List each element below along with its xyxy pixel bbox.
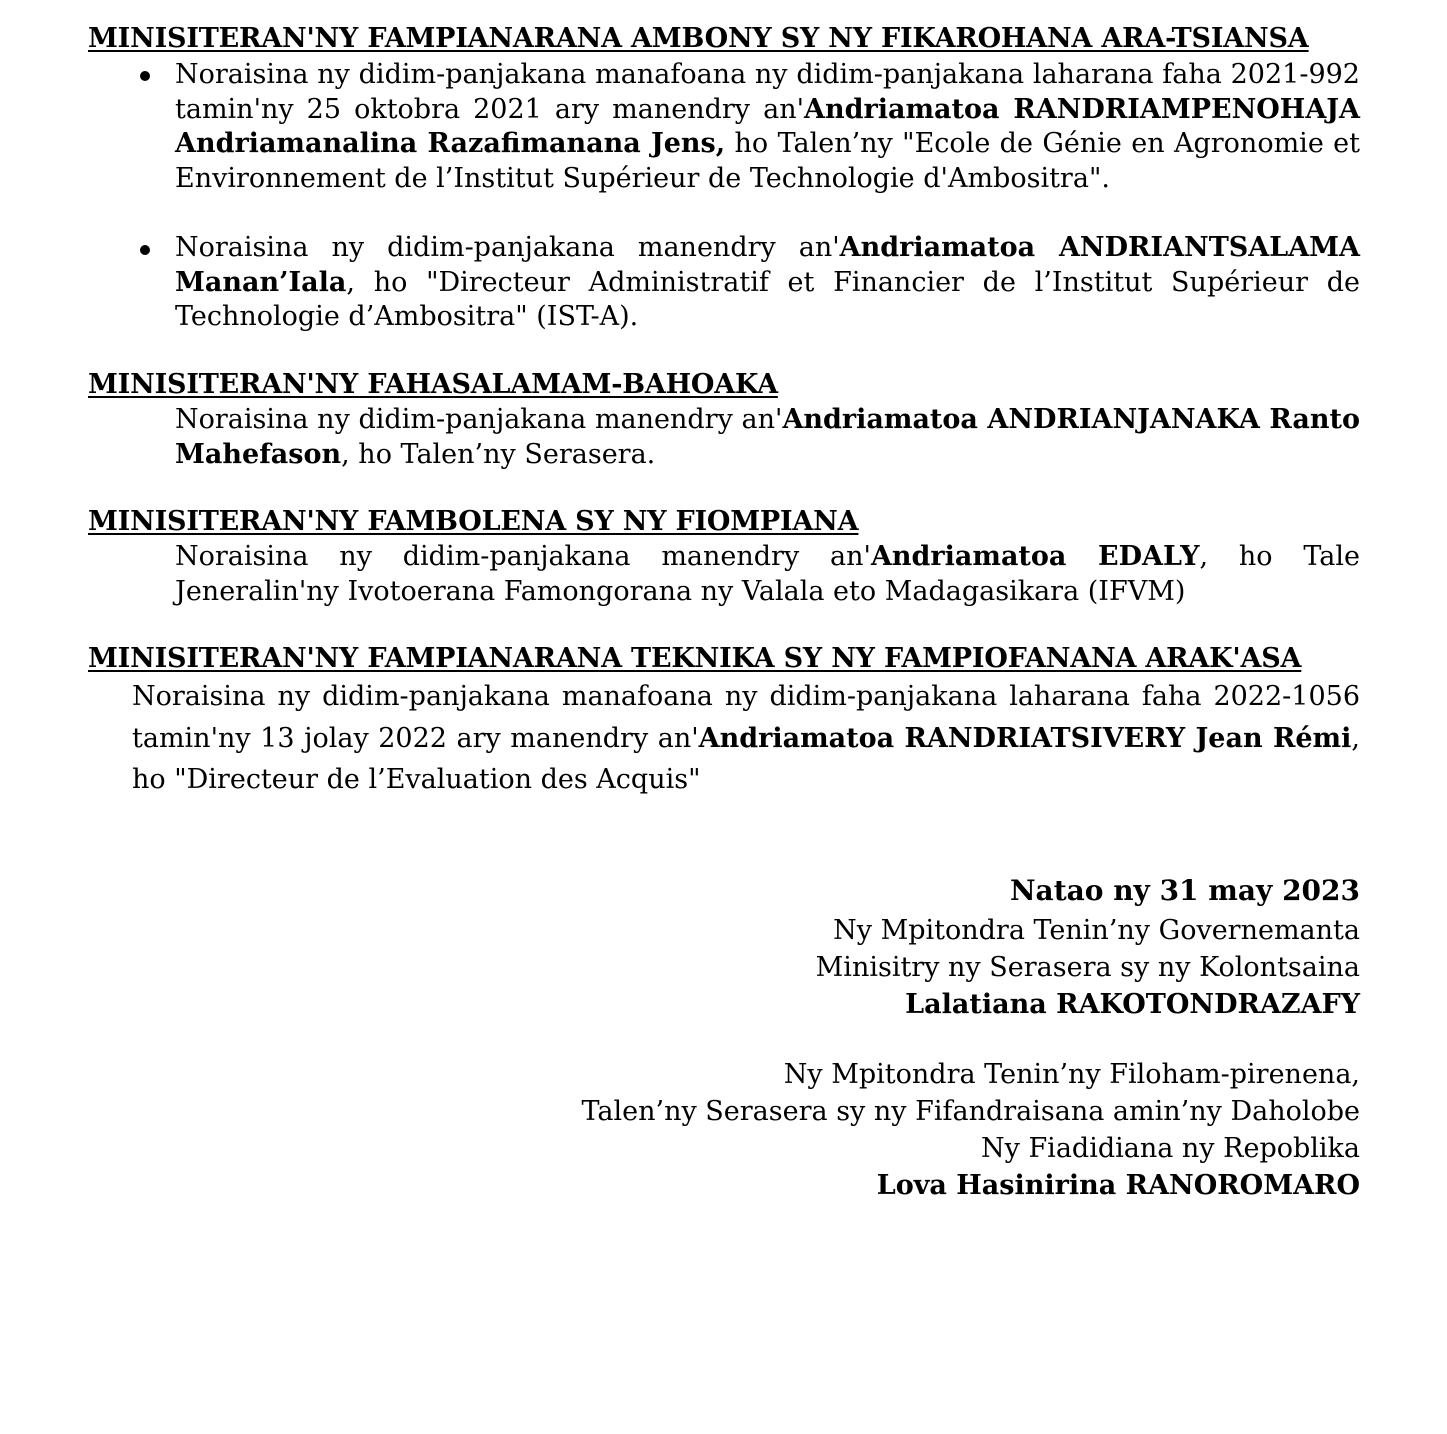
signature-block-government — [816, 870, 1360, 1023]
decree-text: ho Talen’ny "Ecole de Génie en Agronomie et Environnement de l’Institut Supérieur de Technologie d'Ambositra". — [175, 128, 1360, 194]
section-heading-higher-education: MINISITERAN'NY FAMPIANARANA AMBONY SY NY FIKAROHANA ARA-TSIANSA — [88, 23, 1309, 54]
appointee-name: Andriamatoa EDALY — [870, 541, 1200, 572]
signatory-title: Ny Fiadidiana ny Repoblika — [980, 1133, 1360, 1164]
decree-text: , ho "Directeur Administratif et Financier de l’Institut Supérieur de Technologie d’Ambositra" (IST-A). — [175, 266, 1360, 332]
section-heading-agriculture: MINISITERAN'NY FAMBOLENA SY NY FIOMPIANA — [88, 506, 859, 537]
decree-text: Noraisina ny didim-panjakana manendry an' — [175, 404, 783, 435]
decree-paragraph — [175, 58, 1360, 196]
signature-block-presidency — [581, 1056, 1360, 1204]
decree-text: , ho Talen’ny Serasera. — [341, 438, 656, 470]
section-heading-public-health: MINISITERAN'NY FAHASALAMAM-BAHOAKA — [88, 369, 778, 400]
signatory-title: Talen’ny Serasera sy ny Fifandraisana amin’ny Daholobe — [581, 1096, 1360, 1127]
signatory-title: Ny Mpitondra Tenin’ny Filoham-pirenena, — [783, 1059, 1360, 1090]
bullet-icon — [140, 245, 150, 255]
decree-paragraph — [175, 540, 1360, 609]
section-heading-technical-education: MINISITERAN'NY FAMPIANARANA TEKNIKA SY NY FAMPIOFANANA ARAK'ASA — [88, 643, 1302, 674]
signatory-title: Minisitry ny Serasera sy ny Kolontsaina — [815, 952, 1360, 983]
decree-text: Noraisina ny didim-panjakana manendry an' — [175, 232, 840, 263]
decree-paragraph — [132, 676, 1360, 801]
decree-text: Noraisina ny didim-panjakana manafoana ny didim-panjakana laharana faha 2021-992 tamin'ny 25 oktobra 2021 ary manendry an' — [175, 59, 1360, 125]
signature-date: Natao ny 31 may 2023 — [1009, 874, 1360, 907]
appointee-name: Andriamatoa RANDRIAMPENOHAJA Andriamanalina Razafimanana Jens, — [175, 93, 1360, 159]
signatory-name: Lova Hasinirina RANOROMARO — [876, 1170, 1360, 1201]
signatory-title: Ny Mpitondra Tenin’ny Governemanta — [833, 915, 1360, 946]
decree-paragraph — [175, 231, 1360, 335]
decree-paragraph — [175, 403, 1360, 472]
decree-text: Noraisina ny didim-panjakana manafoana ny didim-panjakana laharana faha 2022-1056 tamin'ny 13 jolay 2022 ary manendry an' — [132, 681, 1360, 754]
appointee-name: Andriamatoa ANDRIANTSALAMA Manan’Iala — [175, 232, 1361, 298]
decree-text: , ho "Directeur de l’Evaluation des Acquis" — [132, 722, 1360, 795]
appointee-name: Andriamatoa ANDRIANJANAKA Ranto Mahefason — [175, 404, 1360, 470]
signatory-name: Lalatiana RAKOTONDRAZAFY — [905, 989, 1360, 1020]
decree-text: , ho Tale Jeneralin'ny Ivotoerana Famongorana ny Valala eto Madagasikara (IFVM) — [175, 541, 1360, 607]
decree-text: Noraisina ny didim-panjakana manendry an' — [175, 541, 871, 572]
appointee-name: Andriamatoa RANDRIATSIVERY Jean Rémi — [698, 722, 1352, 754]
bullet-icon — [140, 71, 150, 81]
